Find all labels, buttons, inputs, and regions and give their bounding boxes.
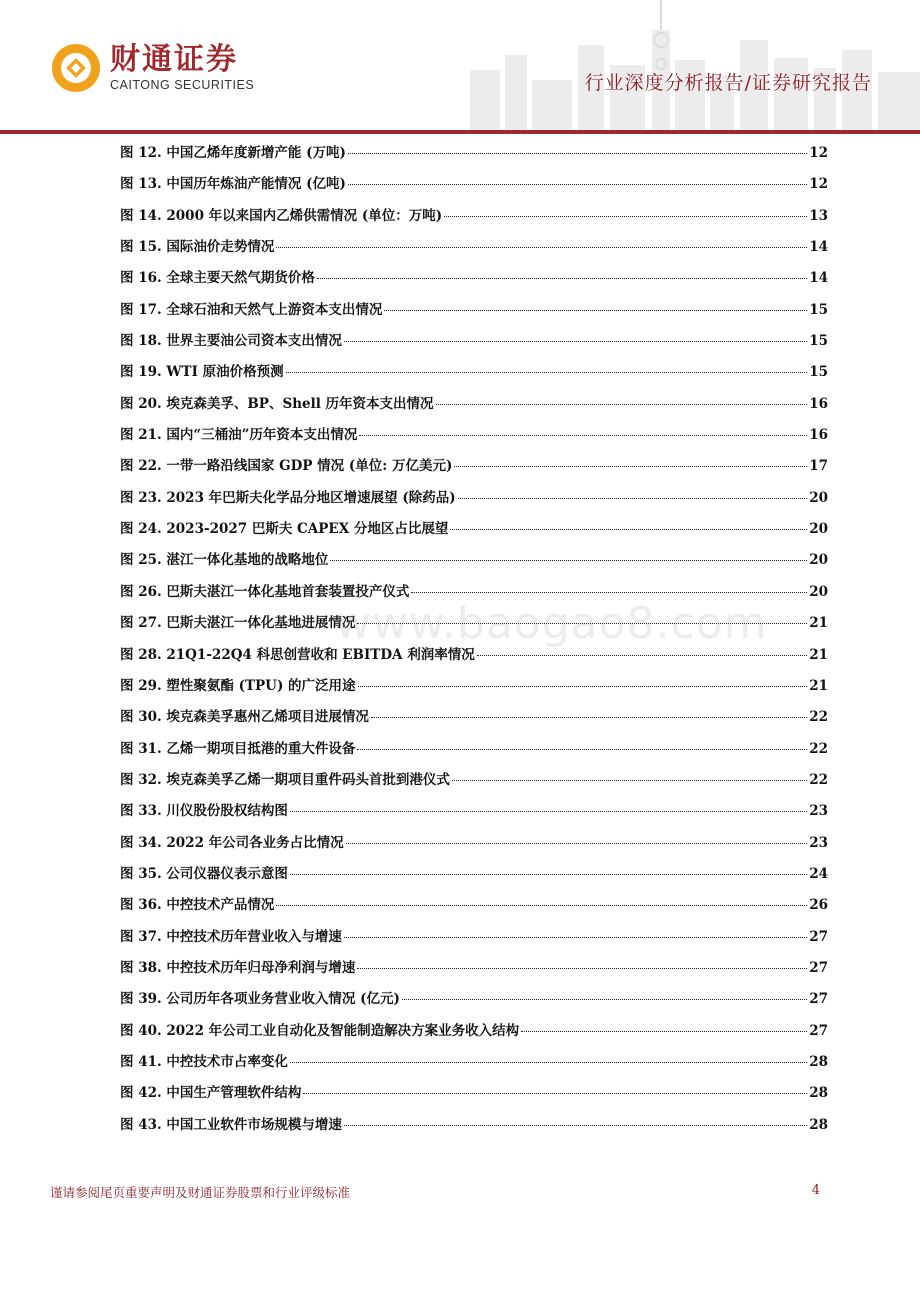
toc-entry-label: 图 38. 中控技术历年归母净利润与增速 [120,959,356,976]
toc-entry[interactable] [120,486,828,517]
toc-entry[interactable] [120,1019,828,1050]
toc-dot-leader [344,341,807,342]
toc-entry-page: 12 [809,145,828,161]
toc-entry[interactable] [120,1113,828,1144]
toc-entry[interactable] [120,799,828,830]
toc-entry-label: 图 40. 2022 年公司工业自动化及智能制造解决方案业务收入结构 [120,1022,520,1039]
toc-entry-page: 23 [809,834,828,851]
toc-entry-label: 图 29. 塑性聚氨酯 (TPU) 的广泛用途 [120,677,356,694]
toc-entry-label: 图 25. 湛江一体化基地的战略地位 [120,552,329,569]
toc-entry[interactable] [120,705,828,736]
toc-dot-leader [444,216,807,217]
toc-dot-leader [290,1062,807,1063]
toc-entry[interactable] [120,266,828,297]
disclaimer-note: 谨请参阅尾页重要声明及财通证券股票和行业评级标准 [50,1185,351,1200]
toc-entry[interactable] [120,298,828,329]
toc-entry-label: 图 34. 2022 年公司各业务占比情况 [120,834,344,851]
toc-entry-label: 图 13. 中国历年炼油产能情况 (亿吨) [120,176,346,193]
toc-entry-page: 20 [809,489,828,506]
toc-entry[interactable] [120,674,828,705]
toc-entry[interactable] [120,893,828,924]
toc-dot-leader [344,937,807,938]
toc-entry-label: 图 37. 中控技术历年营业收入与增速 [120,928,342,945]
toc-entry-label: 图 35. 公司仪器仪表示意图 [120,865,288,882]
toc-dot-leader [450,529,807,530]
toc-dot-leader [384,310,807,311]
toc-dot-leader [303,1093,807,1094]
toc-dot-leader [411,592,807,593]
toc-entry-page: 27 [809,991,828,1008]
toc-entry-page: 22 [809,771,828,788]
toc-entry-label: 图 23. 2023 年巴斯夫化学品分地区增速展望 (除药品) [120,489,456,506]
toc-dot-leader [290,874,807,875]
toc-entry-label: 图 31. 乙烯一期项目抵港的重大件设备 [120,740,356,757]
toc-entry[interactable] [120,392,828,423]
toc-entry-page: 20 [809,552,828,569]
toc-dot-leader [357,968,807,969]
toc-dot-leader [348,184,807,185]
report-type-title: 行业深度分析报告/证券研究报告 [584,72,872,94]
toc-entry-page: 27 [809,928,828,945]
toc-entry-label: 图 36. 中控技术产品情况 [120,897,275,914]
toc-entry-label: 图 28. 21Q1-22Q4 科思创营收和 EBITDA 利润率情况 [120,646,475,663]
page-header [0,0,920,140]
toc-entry[interactable] [120,141,828,172]
toc-entry[interactable] [120,1081,828,1112]
toc-dot-leader [521,1031,807,1032]
toc-entry-page: 21 [809,677,828,694]
toc-dot-leader [454,466,807,467]
toc-entry[interactable] [120,329,828,360]
toc-dot-leader [402,999,807,1000]
toc-entry-page: 15 [809,301,828,318]
toc-entry-page: 14 [809,239,828,256]
header-rule [0,130,920,134]
toc-entry-page: 24 [809,865,828,882]
toc-entry-page: 27 [809,1022,828,1039]
toc-entry-page: 15 [809,364,828,381]
toc-entry-page: 21 [809,615,828,632]
toc-entry-page: 13 [809,207,828,224]
toc-dot-leader [346,843,808,844]
brand-name-cn: 财通证券 [110,42,238,77]
toc-entry[interactable] [120,454,828,485]
toc-entry-label: 图 21. 国内“三桶油”历年资本支出情况 [120,427,358,444]
toc-entry-page: 26 [809,897,828,914]
toc-entry-label: 图 27. 巴斯夫湛江一体化基地进展情况 [120,615,356,632]
toc-entry-label: 图 26. 巴斯夫湛江一体化基地首套装置投产仪式 [120,583,410,600]
toc-entry[interactable] [120,925,828,956]
toc-entry-label: 图 22. 一带一路沿线国家 GDP 情况 (单位: 万亿美元) [120,458,453,475]
toc-entry-label: 图 39. 公司历年各项业务营业收入情况 (亿元) [120,991,400,1008]
toc-entry-label: 图 30. 埃克森美孚惠州乙烯项目进展情况 [120,709,369,726]
toc-entry[interactable] [120,172,828,203]
toc-entry[interactable] [120,768,828,799]
toc-entry[interactable] [120,737,828,768]
toc-dot-leader [477,655,807,656]
toc-entry[interactable] [120,548,828,579]
toc-entry-label: 图 33. 川仪股份股权结构图 [120,803,288,820]
toc-entry-page: 23 [809,803,828,820]
toc-entry-page: 27 [809,959,828,976]
toc-entry-page: 17 [809,458,828,475]
toc-entry-page: 28 [809,1053,828,1070]
toc-entry[interactable] [120,360,828,391]
toc-entry-page: 16 [809,427,828,444]
company-logo [50,42,254,94]
toc-dot-leader [276,247,807,248]
toc-entry-label: 图 15. 国际油价走势情况 [120,239,275,256]
brand-name-en: CAITONG SECURITIES [110,78,255,92]
toc-dot-leader [359,435,807,436]
caitong-logo-icon [50,42,102,94]
toc-dot-leader [436,404,808,405]
toc-entry-label: 图 19. WTI 原油价格预测 [120,364,284,381]
toc-dot-leader [290,811,807,812]
toc-dot-leader [348,153,807,154]
toc-entry[interactable] [120,862,828,893]
toc-entry-label: 图 20. 埃克森美孚、BP、Shell 历年资本支出情况 [120,395,434,412]
toc-entry-label: 图 43. 中国工业软件市场规模与增速 [120,1116,342,1133]
toc-entry-label: 图 41. 中控技术市占率变化 [120,1053,288,1070]
toc-entry[interactable] [120,423,828,454]
toc-entry[interactable] [120,956,828,987]
watermark: www.baogao8.com [335,598,768,649]
toc-dot-leader [371,717,807,718]
toc-dot-leader [458,498,808,499]
toc-entry-page: 22 [809,709,828,726]
toc-entry-page: 22 [809,740,828,757]
toc-entry-label: 图 12. 中国乙烯年度新增产能 (万吨) [120,145,346,161]
toc-entry-label: 图 16. 全球主要天然气期货价格 [120,270,315,287]
toc-entry-label: 图 17. 全球石油和天然气上游资本支出情况 [120,301,383,318]
toc-entry-page: 15 [809,333,828,350]
toc-dot-leader [344,1125,807,1126]
toc-dot-leader [358,686,808,687]
toc-entry-label: 图 18. 世界主要油公司资本支出情况 [120,333,342,350]
page-number: 4 [811,1183,820,1198]
toc-entry-label: 图 24. 2023-2027 巴斯夫 CAPEX 分地区占比展望 [120,521,449,538]
toc-entry[interactable] [120,204,828,235]
toc-entry-page: 28 [809,1116,828,1133]
toc-entry-page: 28 [809,1085,828,1102]
toc-entry-page: 21 [809,646,828,663]
toc-entry-label: 图 42. 中国生产管理软件结构 [120,1085,302,1102]
toc-dot-leader [317,278,807,279]
toc-entry[interactable] [120,987,828,1018]
toc-dot-leader [357,749,807,750]
toc-entry[interactable] [120,1050,828,1081]
toc-entry-page: 20 [809,521,828,538]
toc-entry[interactable] [120,235,828,266]
toc-entry-label: 图 32. 埃克森美孚乙烯一期项目重件码头首批到港仪式 [120,771,450,788]
toc-dot-leader [286,372,808,373]
toc-entry[interactable] [120,831,828,862]
toc-entry-label: 图 14. 2000 年以来国内乙烯供需情况 (单位：万吨) [120,207,443,224]
toc-entry[interactable] [120,517,828,548]
toc-dot-leader [330,560,807,561]
toc-dot-leader [452,780,807,781]
toc-entry-page: 20 [809,583,828,600]
toc-entry-page: 16 [809,395,828,412]
city-skyline-graphic [460,0,920,130]
toc-entry-page: 12 [809,176,828,193]
toc-entry-page: 14 [809,270,828,287]
toc-dot-leader [276,905,807,906]
